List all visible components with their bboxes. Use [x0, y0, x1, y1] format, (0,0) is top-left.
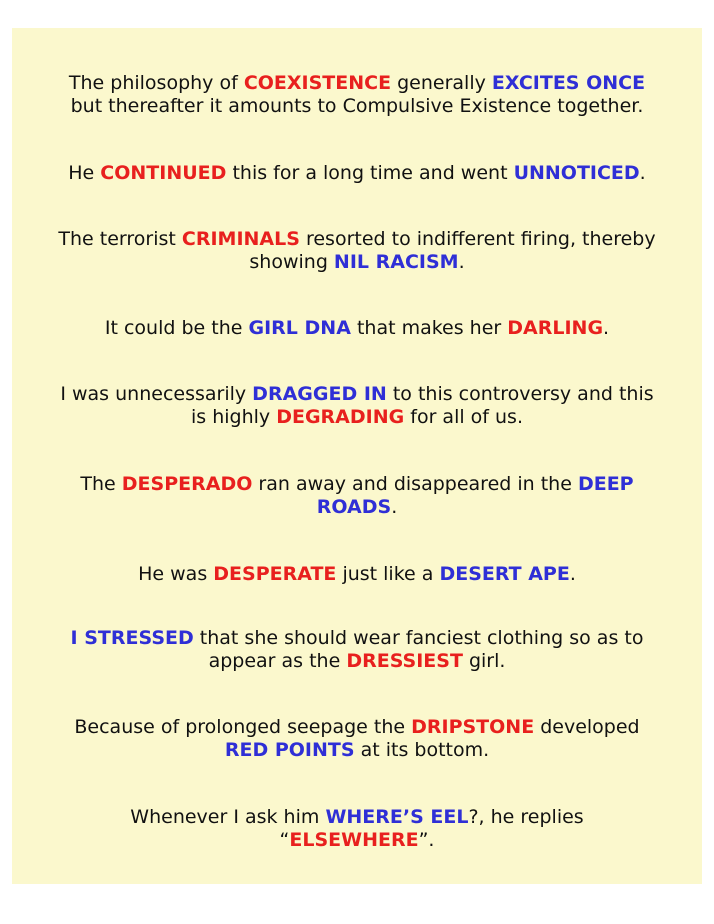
- sentence-1-line-2: [12, 95, 702, 118]
- sentence-3-line-2: [12, 251, 702, 274]
- keyword-red: DRIPSTONE: [411, 716, 535, 738]
- keyword-blue: WHERE’S EEL: [325, 806, 469, 828]
- keyword-red: DARLING: [507, 317, 604, 339]
- text: at its bottom.: [354, 739, 490, 761]
- keyword-blue: GIRL DNA: [248, 317, 351, 339]
- sentence-5-line-1: [12, 383, 702, 406]
- puzzle-panel: [12, 28, 702, 884]
- sentence-7: [12, 563, 702, 586]
- sentence-4: [12, 317, 702, 340]
- sentence-5-line-2: [12, 406, 702, 429]
- text: resorted to indifferent firing, thereby: [299, 228, 656, 250]
- sentence-9-line-2: [12, 739, 702, 762]
- keyword-blue: DESERT APE: [439, 563, 570, 585]
- text: He was: [138, 563, 214, 585]
- text: .: [603, 317, 610, 339]
- text: Because of prolonged seepage the: [74, 716, 412, 738]
- text: ran away and disappeared in the: [252, 473, 578, 495]
- sentence-10-line-2: [12, 829, 702, 852]
- text: ?, he replies: [468, 806, 584, 828]
- sentence-6: [12, 473, 702, 519]
- text: The: [80, 473, 122, 495]
- text: .: [458, 251, 465, 273]
- sentence-3: [12, 228, 702, 274]
- text: generally: [391, 72, 492, 94]
- sentence-8: [12, 627, 702, 673]
- text: for all of us.: [404, 406, 523, 428]
- text: Whenever I ask him: [130, 806, 326, 828]
- text: appear as the: [208, 650, 347, 672]
- keyword-red: COEXISTENCE: [243, 72, 392, 94]
- text: developed: [534, 716, 640, 738]
- sentence-10-line-1: [12, 806, 702, 829]
- sentence-9-line-1: [12, 716, 702, 739]
- keyword-blue: DEEP: [577, 473, 634, 495]
- keyword-blue: RED POINTS: [224, 739, 355, 761]
- text: It could be the: [104, 317, 249, 339]
- text: showing: [249, 251, 334, 273]
- keyword-blue: DRAGGED IN: [252, 383, 387, 405]
- sentence-1: [12, 72, 702, 118]
- keyword-red: DESPERADO: [121, 473, 253, 495]
- sentence-8-line-2: [12, 650, 702, 673]
- text: just like a: [336, 563, 440, 585]
- sentence-2-line-1: [12, 162, 702, 185]
- text: that makes her: [350, 317, 508, 339]
- keyword-red: DESPERATE: [213, 563, 337, 585]
- sentence-5: [12, 383, 702, 429]
- text: but thereafter it amounts to Compulsive Existence together.: [70, 95, 644, 117]
- keyword-blue: I STRESSED: [70, 627, 194, 649]
- sentence-9: [12, 716, 702, 762]
- sentence-7-line-1: [12, 563, 702, 586]
- sentence-6-line-2: [12, 496, 702, 519]
- sentence-4-line-1: [12, 317, 702, 340]
- text: He: [68, 162, 101, 184]
- sentence-1-line-1: [12, 72, 702, 95]
- text: is highly: [190, 406, 277, 428]
- text: .: [391, 496, 398, 518]
- keyword-red: CONTINUED: [100, 162, 227, 184]
- text: “: [279, 829, 290, 851]
- text: .: [639, 162, 646, 184]
- keyword-red: CRIMINALS: [181, 228, 300, 250]
- text: that she should wear fanciest clothing so as to: [193, 627, 644, 649]
- keyword-red: ELSEWHERE: [289, 829, 419, 851]
- keyword-blue: NIL RACISM: [333, 251, 459, 273]
- keyword-red: DRESSIEST: [346, 650, 463, 672]
- text: The philosophy of: [68, 72, 244, 94]
- sentence-8-line-1: [12, 627, 702, 650]
- keyword-blue: EXCITES ONCE: [491, 72, 646, 94]
- text: girl.: [462, 650, 506, 672]
- keyword-blue: ROADS: [316, 496, 392, 518]
- text: ”.: [418, 829, 435, 851]
- keyword-red: DEGRADING: [276, 406, 405, 428]
- sentence-2: [12, 162, 702, 185]
- sentence-6-line-1: [12, 473, 702, 496]
- text: .: [569, 563, 576, 585]
- sentence-10: [12, 806, 702, 852]
- sentence-3-line-1: [12, 228, 702, 251]
- text: to this controversy and this: [386, 383, 654, 405]
- text: I was unnecessarily: [60, 383, 253, 405]
- text: this for a long time and went: [226, 162, 514, 184]
- keyword-blue: UNNOTICED: [513, 162, 640, 184]
- text: The terrorist: [58, 228, 182, 250]
